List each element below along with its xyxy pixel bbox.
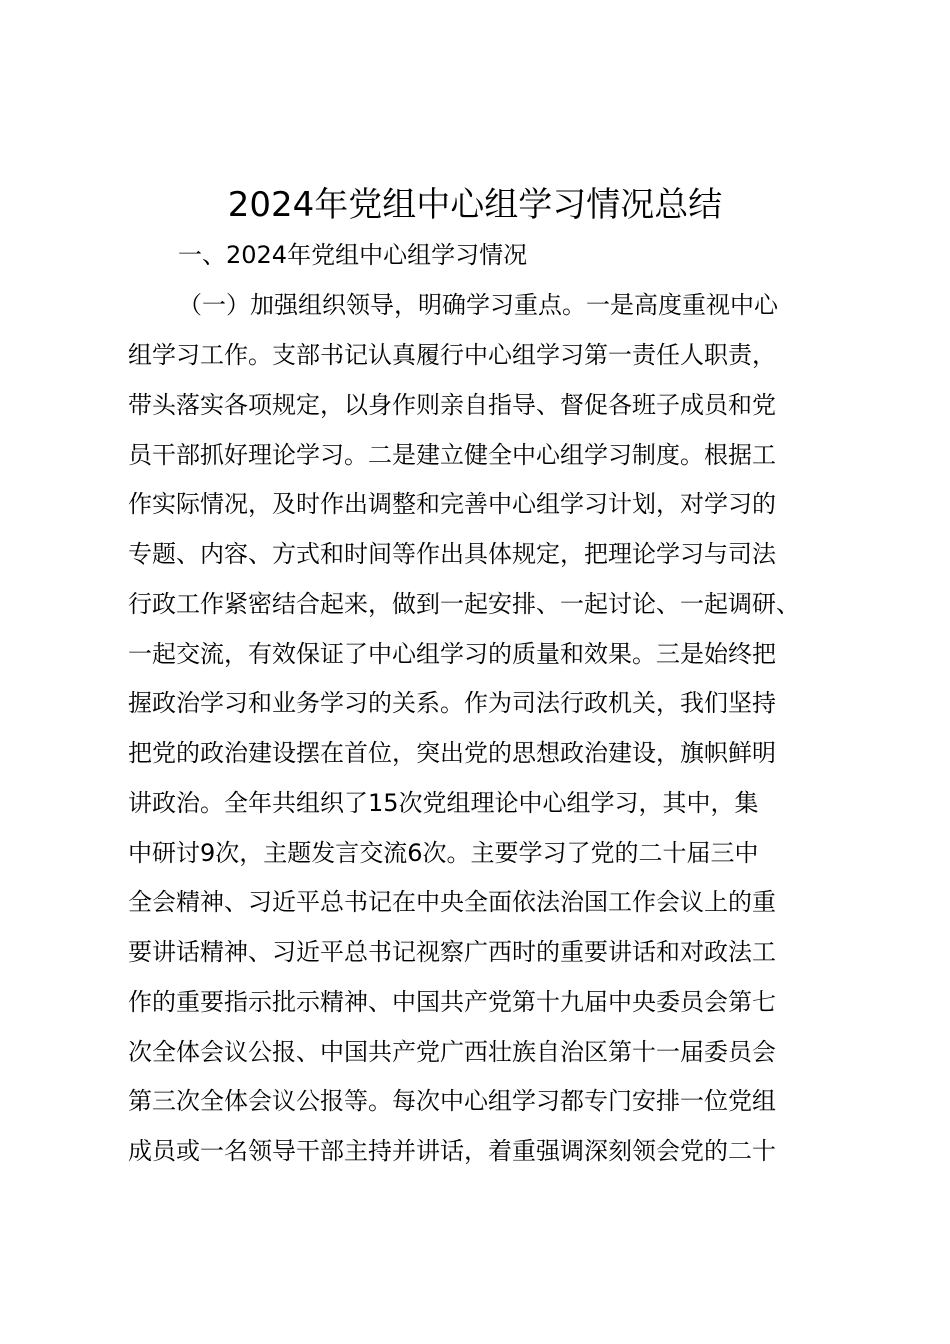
body-line: 带头落实各项规定，以身作则亲自指导、督促各班子成员和党 xyxy=(128,391,776,419)
body-line: 组学习工作。支部书记认真履行中心组学习第一责任人职责， xyxy=(128,341,776,369)
body-line: 讲政治。全年共组织了15次党组理论中心组学习，其中，集 xyxy=(128,789,759,817)
body-line: 一起交流，有效保证了中心组学习的质量和效果。三是始终把 xyxy=(128,640,776,668)
body-line: 成员或一名领导干部主持并讲话，着重强调深刻领会党的二十 xyxy=(128,1137,776,1165)
body-line: 全会精神、习近平总书记在中央全面依法治国工作会议上的重 xyxy=(128,888,776,916)
body-line: 握政治学习和业务学习的关系。作为司法行政机关，我们坚持 xyxy=(128,689,776,717)
body-line: 行政工作紧密结合起来，做到一起安排、一起讨论、一起调研、 xyxy=(128,590,800,618)
body-line: 员干部抓好理论学习。二是建立健全中心组学习制度。根据工 xyxy=(128,441,776,469)
document-title: 2024年党组中心组学习情况总结 xyxy=(227,185,723,225)
body-line: （一）加强组织领导，明确学习重点。一是高度重视中心 xyxy=(178,291,778,319)
section-heading: 一、2024年党组中心组学习情况 xyxy=(178,241,528,269)
body-line: 作实际情况，及时作出调整和完善中心组学习计划，对学习的 xyxy=(128,490,776,518)
body-line: 第三次全体会议公报等。每次中心组学习都专门安排一位党组 xyxy=(128,1087,776,1115)
body-line: 作的重要指示批示精神、中国共产党第十九届中央委员会第七 xyxy=(128,988,776,1016)
body-line: 专题、内容、方式和时间等作出具体规定，把理论学习与司法 xyxy=(128,540,776,568)
body-line: 把党的政治建设摆在首位，突出党的思想政治建设，旗帜鲜明 xyxy=(128,739,776,767)
body-line: 中研讨9次，主题发言交流6次。主要学习了党的二十届三中 xyxy=(128,839,759,867)
body-line: 要讲话精神、习近平总书记视察广西时的重要讲话和对政法工 xyxy=(128,938,776,966)
body-line: 次全体会议公报、中国共产党广西壮族自治区第十一届委员会 xyxy=(128,1038,776,1066)
